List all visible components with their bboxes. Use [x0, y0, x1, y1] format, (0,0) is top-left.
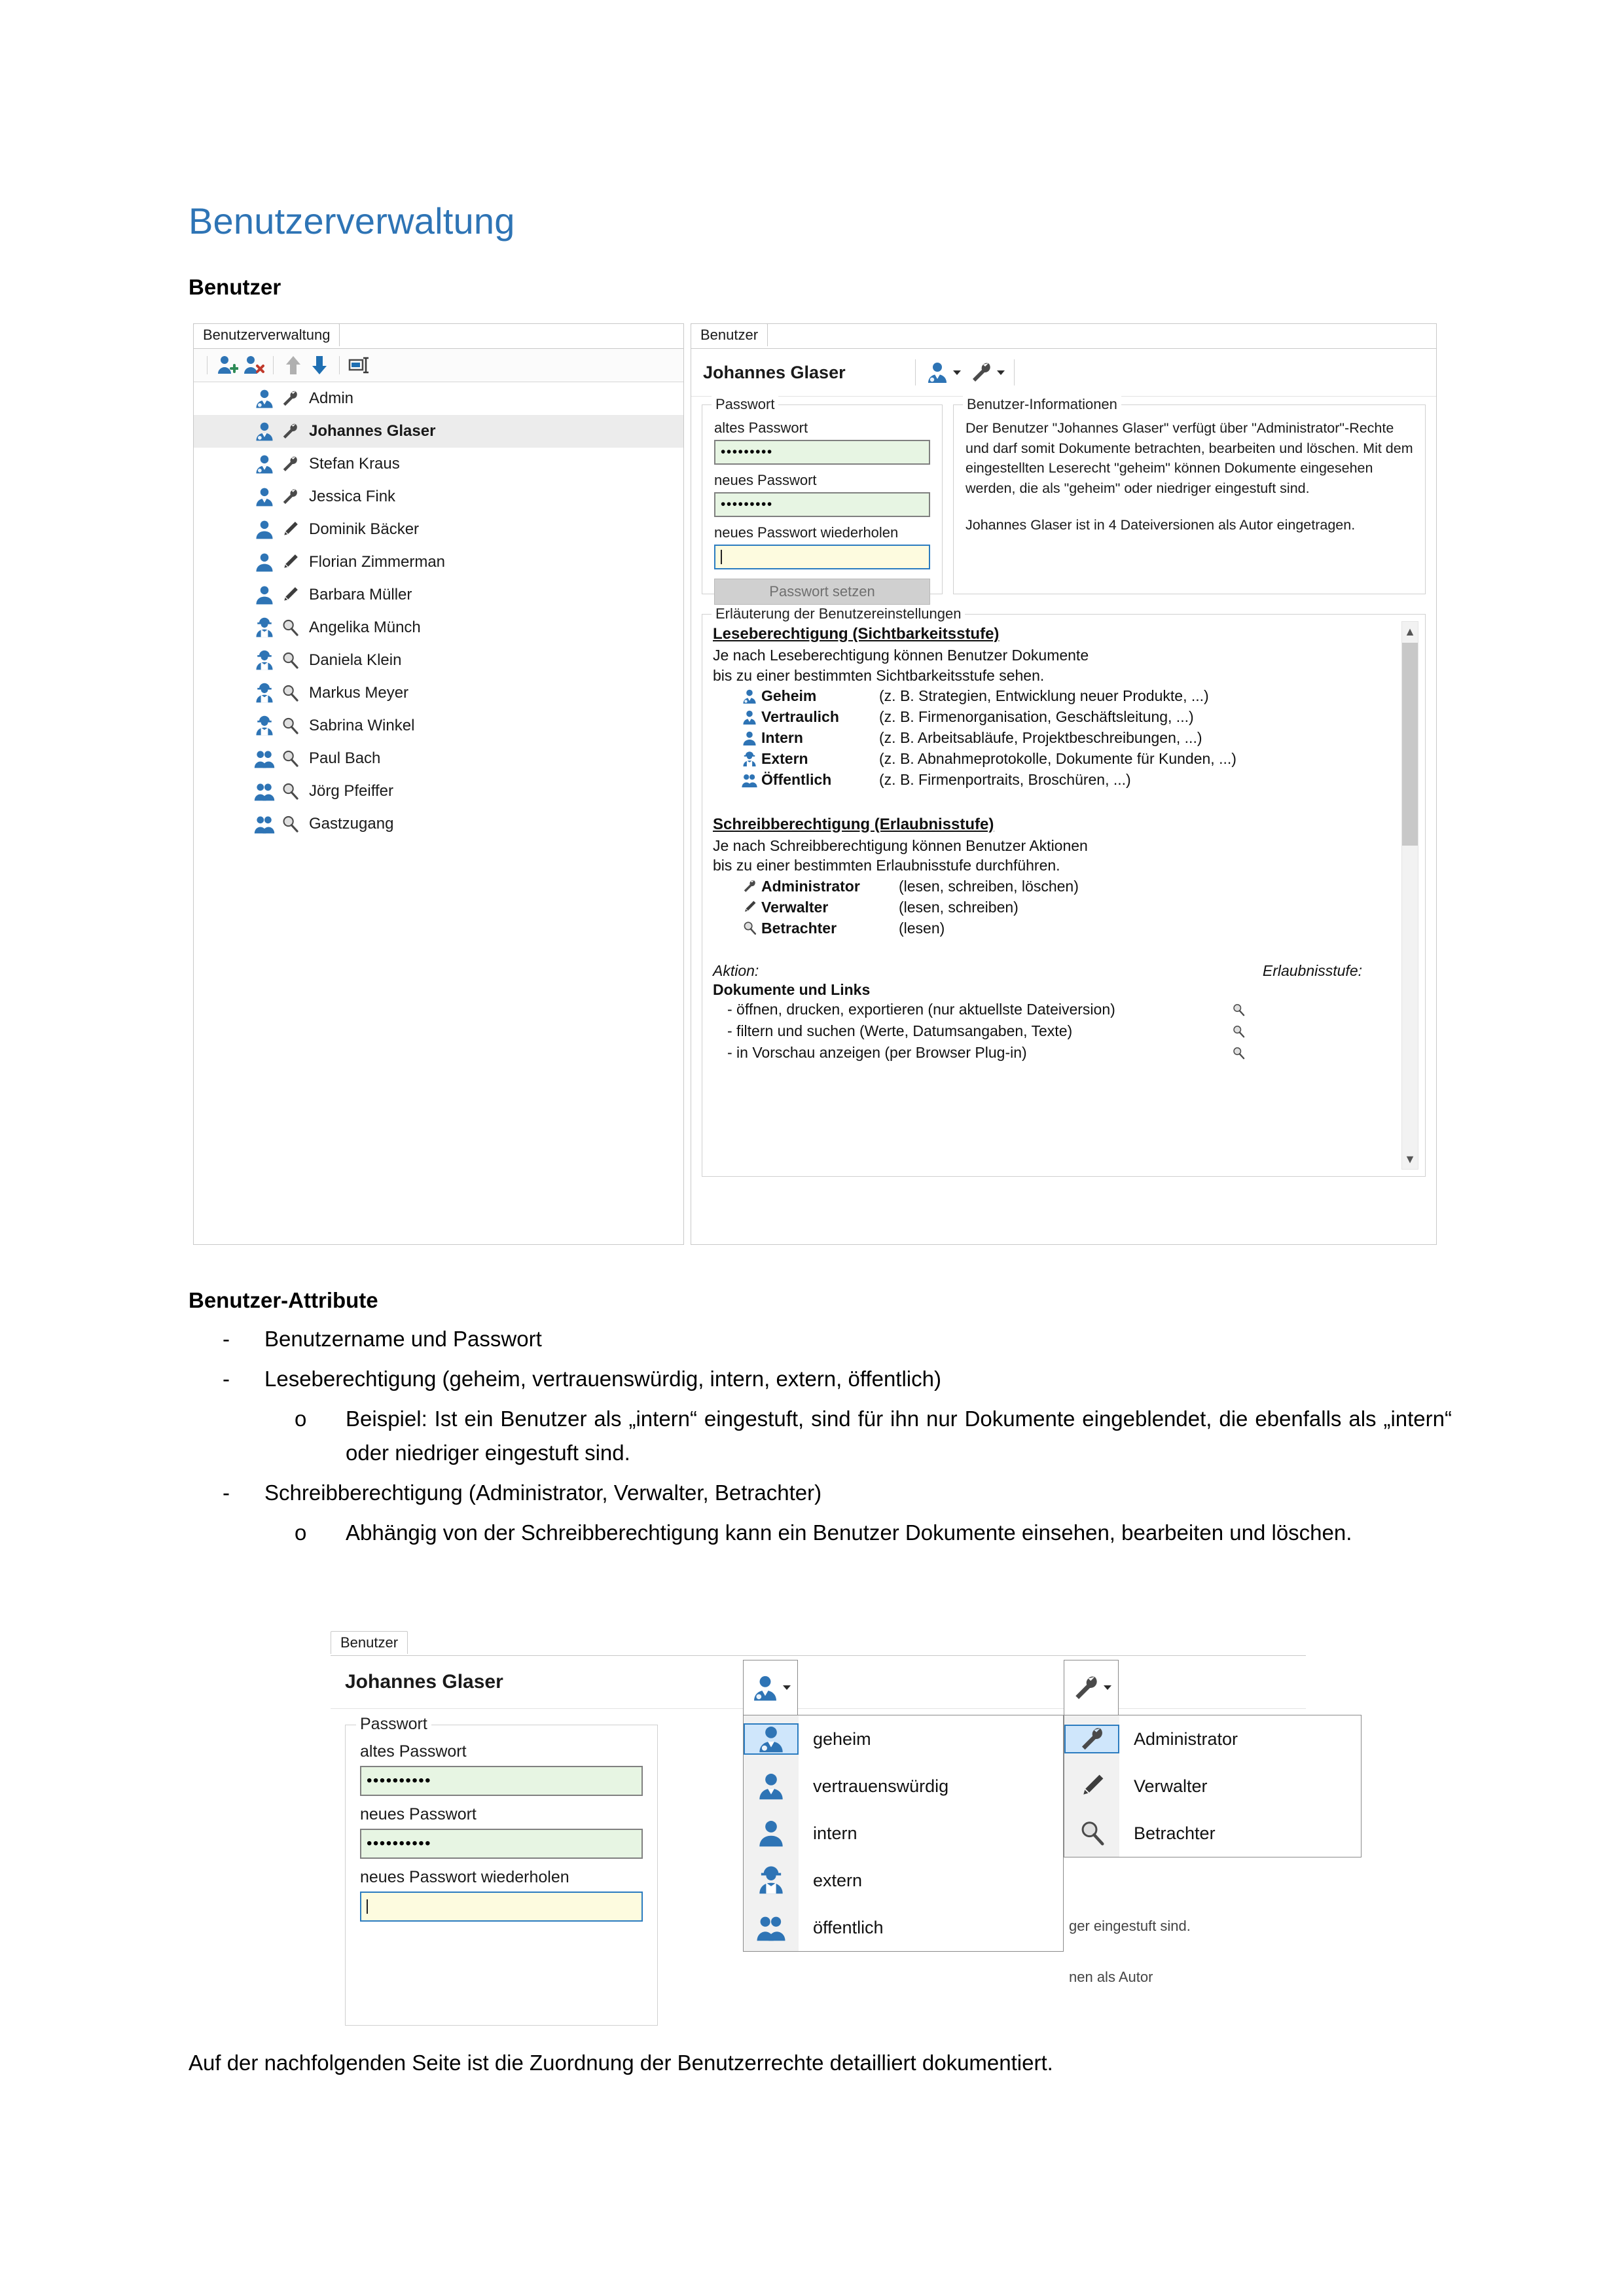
user-list-item[interactable] [194, 677, 683, 709]
scroll-down-icon[interactable]: ▼ [1404, 1152, 1416, 1166]
action-text: - filtern und suchen (Werte, Datumsangaben, Texte) [727, 1022, 1073, 1040]
read-permission-dropdown-menu[interactable] [743, 1715, 1064, 1952]
selected-user-name: Johannes Glaser [703, 362, 846, 382]
write-option-label: Betrachter [1134, 1823, 1216, 1843]
read-dropdown-option[interactable] [744, 1810, 1063, 1857]
write-level-icon [738, 920, 761, 936]
user-list-item[interactable] [194, 480, 683, 513]
write-permission-heading: Schreibberechtigung (Erlaubnisstufe) [713, 815, 994, 833]
bullet-marker: o [295, 1520, 307, 1545]
user-read-level-icon [251, 387, 278, 410]
read-permission-heading: Leseberechtigung (Sichtbarkeitsstufe) [713, 625, 1000, 643]
move-down-icon[interactable] [306, 352, 333, 378]
user-read-level-icon [251, 584, 278, 606]
user-name: Jörg Pfeiffer [309, 782, 393, 800]
write-level-icon [738, 899, 761, 915]
user-header [691, 349, 1436, 397]
tab-benutzerverwaltung[interactable]: Benutzerverwaltung [193, 323, 340, 346]
bullet-text: Abhängig von der Schreibberechtigung kann ein Benutzer Dokumente einsehen, bearbeiten und löschen. [346, 1520, 1352, 1545]
user-read-level-icon [251, 780, 278, 802]
new-password-field-bottom[interactable]: •••••••••• [360, 1829, 643, 1859]
read-permission-intro-2: bis zu einer bestimmten Sichtbarkeitsstufe sehen. [713, 666, 1045, 684]
write-option-icon [1064, 1725, 1119, 1753]
user-name: Sabrina Winkel [309, 717, 415, 734]
write-level-row [713, 897, 1379, 918]
user-name: Stefan Kraus [309, 455, 400, 473]
read-dropdown-option[interactable] [744, 1904, 1063, 1951]
read-permission-dropdown-button[interactable] [921, 360, 965, 385]
bullet-subitem [295, 1516, 1452, 1551]
user-write-level-icon [278, 585, 302, 605]
user-write-level-icon [278, 389, 302, 408]
old-password-label-bottom: altes Passwort [360, 1742, 467, 1761]
write-level-description: (lesen) [899, 919, 945, 937]
read-dropdown-option[interactable] [744, 1715, 1063, 1763]
read-dropdown-option[interactable] [744, 1763, 1063, 1810]
action-text: - in Vorschau anzeigen (per Browser Plug-in) [727, 1044, 1027, 1062]
action-row [713, 1042, 1379, 1064]
read-option-label: vertrauenswürdig [813, 1776, 949, 1796]
bullet-text: Benutzername und Passwort [264, 1327, 542, 1351]
user-list-item[interactable] [194, 742, 683, 775]
user-read-level-icon [251, 715, 278, 737]
toolbar-separator [207, 356, 208, 374]
new-password-field[interactable]: ••••••••• [714, 492, 930, 517]
closing-paragraph: Auf der nachfolgenden Seite ist die Zuordnung der Benutzerrechte detailliert dokumentiert. [189, 2051, 1053, 2075]
delete-user-icon[interactable] [240, 352, 266, 378]
write-option-label: Administrator [1134, 1729, 1238, 1749]
section-heading-benutzer-attribute: Benutzer-Attribute [189, 1288, 378, 1312]
user-write-level-icon [278, 618, 302, 637]
tabstrip-benutzerverwaltung [194, 324, 683, 349]
repeat-password-label: neues Passwort wiederholen [714, 524, 899, 541]
write-option-icon [1064, 1772, 1119, 1801]
user-name: Johannes Glaser [309, 422, 436, 440]
chevron-down-icon [953, 370, 961, 375]
chevron-down-icon [783, 1685, 791, 1690]
old-password-label: altes Passwort [714, 420, 808, 436]
read-level-icon [738, 751, 761, 768]
selected-user-name-bottom: Johannes Glaser [345, 1671, 503, 1693]
chevron-down-icon [1104, 1685, 1111, 1690]
wrench-icon [969, 360, 994, 385]
bullet-marker: - [223, 1366, 230, 1391]
level-column-label: Erlaubnisstufe: [1262, 962, 1362, 980]
user-list-item[interactable] [194, 611, 683, 644]
read-level-description: (z. B. Arbeitsabläufe, Projektbeschreibungen, ...) [879, 729, 1202, 747]
password-legend: Passwort [712, 396, 778, 413]
read-level-row [713, 728, 1379, 749]
read-option-label: geheim [813, 1729, 871, 1749]
repeat-password-field-bottom[interactable] [360, 1892, 643, 1922]
explanation-fieldset [702, 605, 1426, 1177]
user-write-level-icon [278, 422, 302, 441]
write-dropdown-option[interactable] [1064, 1763, 1361, 1810]
user-list-item[interactable] [194, 546, 683, 579]
user-read-level-icon [251, 617, 278, 639]
write-level-description: (lesen, schreiben) [899, 898, 1019, 916]
tabstrip-benutzer [691, 324, 1436, 349]
bullet-marker: - [223, 1480, 230, 1505]
write-option-icon [1064, 1819, 1119, 1848]
user-information-fieldset [953, 396, 1426, 594]
read-level-name: Vertraulich [761, 708, 839, 726]
user-list-item[interactable] [194, 382, 683, 415]
benutzer-detail-panel [691, 323, 1437, 1245]
user-information-paragraph-1: Der Benutzer "Johannes Glaser" verfügt über "Administrator"-Rechte und darf somit Dokumente betrachten, bearbeiten und löschen. Mit dem eingestellten Leserecht "geheim" können Dokumente eingesehen werden, die als "geheim" oder niedriger eingestuft sind. [965, 420, 1413, 496]
user-read-level-icon [251, 813, 278, 835]
rename-user-icon[interactable] [346, 352, 372, 378]
action-text: - öffnen, drucken, exportieren (nur aktuellste Dateiversion) [727, 1001, 1115, 1018]
user-read-level-icon [251, 486, 278, 508]
user-name: Dominik Bäcker [309, 520, 420, 538]
background-text-fragment-2: nen als Autor [1069, 1969, 1153, 1985]
user-name: Daniela Klein [309, 651, 402, 669]
read-level-row [713, 749, 1379, 770]
repeat-password-label-bottom: neues Passwort wiederholen [360, 1868, 569, 1886]
toolbar-separator [339, 356, 340, 374]
user-list-item[interactable] [194, 644, 683, 677]
write-level-row [713, 876, 1379, 897]
read-level-row [713, 770, 1379, 791]
user-name: Angelika Münch [309, 619, 421, 636]
scroll-up-icon[interactable]: ▲ [1404, 624, 1416, 638]
write-dropdown-option[interactable] [1064, 1715, 1361, 1763]
write-permission-dropdown-button-bottom[interactable] [1064, 1660, 1119, 1715]
chevron-down-icon [997, 370, 1005, 375]
read-level-description: (z. B. Firmenportraits, Broschüren, ...) [879, 771, 1131, 789]
password-fieldset [702, 396, 943, 600]
user-write-level-icon [278, 552, 302, 572]
section-heading-benutzer: Benutzer [189, 275, 281, 299]
read-permission-intro-1: Je nach Leseberechtigung können Benutzer Dokumente [713, 647, 1089, 664]
page-title: Benutzerverwaltung [189, 200, 515, 242]
new-password-label: neues Passwort [714, 472, 817, 488]
bullet-text: Beispiel: Ist ein Benutzer als „intern“ eingestuft, sind für ihn nur Dokumente eingeblendet, die ebenfalls als „intern“ oder niedriger eingestuft sind. [346, 1406, 1452, 1465]
explanation-scrollbar[interactable] [1401, 621, 1418, 1170]
user-read-level-icon [251, 682, 278, 704]
action-required-level-icon [1231, 1003, 1379, 1017]
user-name: Gastzugang [309, 815, 394, 833]
write-permission-dropdown-button[interactable] [965, 360, 1009, 385]
user-secret-icon [750, 1673, 780, 1703]
user-name: Admin [309, 389, 354, 407]
read-level-row [713, 686, 1379, 707]
user-list-item[interactable] [194, 808, 683, 840]
user-list-item[interactable] [194, 775, 683, 808]
read-level-description: (z. B. Strategien, Entwicklung neuer Produkte, ...) [879, 687, 1209, 705]
write-permission-dropdown-menu[interactable] [1064, 1715, 1362, 1857]
user-write-level-icon [278, 520, 302, 539]
user-name: Paul Bach [309, 749, 381, 767]
read-level-name: Geheim [761, 687, 817, 705]
user-header-bottom [331, 1656, 1306, 1709]
read-level-icon [738, 688, 761, 705]
header-tools [910, 359, 1020, 386]
read-option-icon [744, 1818, 799, 1849]
read-option-icon [744, 1912, 799, 1943]
read-option-label: öffentlich [813, 1917, 884, 1937]
action-group-label: Dokumente und Links [713, 981, 871, 999]
old-password-field[interactable]: ••••••••• [714, 440, 930, 465]
read-dropdown-option[interactable] [744, 1857, 1063, 1904]
read-level-icon [738, 772, 761, 789]
bullet-marker: o [295, 1406, 307, 1431]
user-read-level-icon [251, 453, 278, 475]
old-password-field-bottom[interactable]: •••••••••• [360, 1766, 643, 1796]
action-column-label: Aktion: [713, 962, 759, 980]
write-option-label: Verwalter [1134, 1776, 1208, 1796]
explanation-legend: Erläuterung der Benutzereinstellungen [712, 605, 965, 622]
read-permission-dropdown-button-bottom[interactable] [743, 1660, 798, 1715]
write-level-name: Betrachter [761, 919, 837, 937]
user-write-level-icon [278, 781, 302, 801]
read-level-list [713, 686, 1379, 791]
user-list[interactable] [194, 382, 683, 840]
bullet-subitem [295, 1402, 1452, 1471]
action-required-level-icon [1231, 1024, 1379, 1039]
new-password-label-bottom: neues Passwort [360, 1805, 477, 1823]
read-level-icon [738, 709, 761, 726]
user-write-level-icon [278, 454, 302, 474]
read-option-icon [744, 1865, 799, 1896]
user-name: Florian Zimmerman [309, 553, 446, 571]
bullet-text: Leseberechtigung (geheim, vertrauenswürdig, intern, extern, öffentlich) [264, 1366, 941, 1391]
user-list-item[interactable] [194, 448, 683, 480]
scrollbar-thumb[interactable] [1402, 643, 1418, 846]
user-read-level-icon [251, 420, 278, 442]
wrench-icon [1071, 1673, 1101, 1703]
benutzer-dropdown-figure [331, 1631, 1306, 2007]
benutzerverwaltung-panel [193, 323, 684, 1245]
action-row [713, 1020, 1379, 1042]
bullet-text: Schreibberechtigung (Administrator, Verwalter, Betrachter) [264, 1480, 822, 1505]
tab-benutzer[interactable]: Benutzer [691, 323, 768, 346]
user-write-level-icon [278, 716, 302, 736]
read-level-name: Intern [761, 729, 803, 747]
bullet-item [189, 1362, 1452, 1397]
action-required-level-icon [1231, 1046, 1379, 1060]
user-write-level-icon [278, 814, 302, 834]
write-permission-intro-1: Je nach Schreibberechtigung können Benutzer Aktionen [713, 836, 1088, 854]
user-write-level-icon [278, 651, 302, 670]
read-level-description: (z. B. Firmenorganisation, Geschäftsleitung, ...) [879, 708, 1194, 726]
user-list-item[interactable] [194, 513, 683, 546]
read-level-description: (z. B. Abnahmeprotokolle, Dokumente für Kunden, ...) [879, 750, 1236, 768]
user-secret-icon [925, 360, 950, 385]
user-name: Jessica Fink [309, 488, 396, 505]
attribute-bullet-list [189, 1322, 1452, 1556]
bullet-marker: - [223, 1327, 230, 1351]
user-information-paragraph-2: Johannes Glaser ist in 4 Dateiversionen als Autor eingetragen. [965, 517, 1356, 533]
write-level-name: Administrator [761, 877, 860, 895]
password-legend-bottom: Passwort [356, 1715, 431, 1734]
user-name: Markus Meyer [309, 684, 409, 702]
move-up-icon[interactable] [280, 352, 306, 378]
action-row-list [713, 999, 1379, 1064]
user-information-legend: Benutzer-Informationen [963, 396, 1121, 413]
action-row [713, 999, 1379, 1020]
user-list-item[interactable] [194, 579, 683, 611]
action-table-header [713, 962, 1379, 980]
user-write-level-icon [278, 683, 302, 703]
add-user-icon[interactable] [214, 352, 240, 378]
write-level-description: (lesen, schreiben, löschen) [899, 877, 1079, 895]
tab-benutzer-bottom[interactable]: Benutzer [331, 1631, 408, 1654]
repeat-password-field[interactable] [714, 545, 930, 569]
write-dropdown-option[interactable] [1064, 1810, 1361, 1857]
detail-top-row [691, 396, 1436, 600]
user-toolbar [194, 349, 683, 382]
bullet-item [189, 1322, 1452, 1357]
user-list-item[interactable] [194, 415, 683, 448]
read-option-label: intern [813, 1823, 857, 1843]
write-level-row [713, 918, 1379, 939]
set-password-button[interactable]: Passwort setzen [714, 579, 930, 605]
background-text-fragment-1: ger eingestuft sind. [1069, 1918, 1191, 1934]
read-level-name: Extern [761, 750, 808, 768]
user-read-level-icon [251, 649, 278, 672]
read-option-icon [744, 1770, 799, 1802]
write-permission-intro-2: bis zu einer bestimmten Erlaubnisstufe durchführen. [713, 857, 1060, 874]
user-read-level-icon [251, 747, 278, 770]
user-list-item[interactable] [194, 709, 683, 742]
write-level-name: Verwalter [761, 898, 829, 916]
read-level-row [713, 707, 1379, 728]
read-option-label: extern [813, 1870, 863, 1890]
write-level-list [713, 876, 1379, 939]
password-fieldset-bottom [345, 1715, 658, 2026]
read-option-icon [744, 1723, 799, 1755]
user-write-level-icon [278, 487, 302, 507]
toolbar-separator [273, 356, 274, 374]
read-level-icon [738, 730, 761, 747]
read-level-name: Öffentlich [761, 771, 832, 789]
user-write-level-icon [278, 749, 302, 768]
write-level-icon [738, 878, 761, 894]
user-read-level-icon [251, 551, 278, 573]
user-read-level-icon [251, 518, 278, 541]
user-name: Barbara Müller [309, 586, 412, 603]
bullet-item [189, 1476, 1452, 1511]
